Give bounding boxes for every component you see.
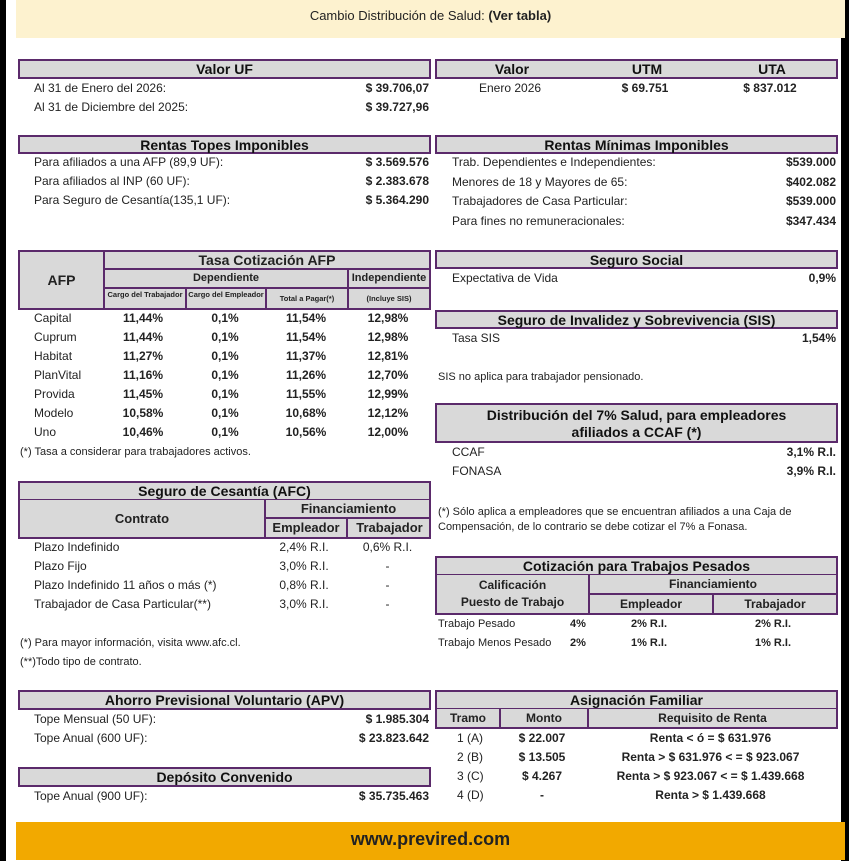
asignacion-col-requisito: Requisito de Renta xyxy=(658,711,767,725)
afp-row xyxy=(20,385,431,404)
afp-col-afp: AFP xyxy=(47,272,76,288)
asignacion-tramo: 1 (A) xyxy=(457,731,484,745)
cell-value: 0,1% xyxy=(211,368,239,382)
cell-value: 0,1% xyxy=(211,406,239,420)
minimas-row xyxy=(452,173,836,192)
topes-row xyxy=(34,153,429,172)
cell-value: 12,12% xyxy=(367,406,409,420)
afc-emp: 0,8% R.I. xyxy=(279,578,329,592)
topes-table xyxy=(34,153,429,213)
utm-row xyxy=(435,79,838,98)
cell-value: 0,1% xyxy=(211,349,239,363)
pesados-pct: 2% xyxy=(570,637,586,649)
seguro-social-row xyxy=(452,269,836,288)
pesados-col-financiamiento: Financiamiento xyxy=(668,577,757,591)
cell-value: 10,58% xyxy=(122,406,164,420)
asignacion-row xyxy=(435,786,838,805)
topes-value: $ 3.569.576 xyxy=(365,155,429,169)
afc-label: Trabajador de Casa Particular(**) xyxy=(34,597,211,611)
cell-value: 12,98% xyxy=(367,311,409,325)
afp-name: Modelo xyxy=(34,406,74,420)
pesados-pct: 4% xyxy=(570,618,586,630)
cell-value: 12,70% xyxy=(367,368,409,382)
pesados-colheader xyxy=(435,575,838,615)
afp-row xyxy=(20,423,431,442)
afc-row xyxy=(34,595,431,614)
utm-value: $ 69.751 xyxy=(621,81,669,95)
minimas-table xyxy=(435,153,838,233)
uf-row xyxy=(34,79,429,98)
afc-label: Plazo Fijo xyxy=(34,559,87,573)
utm-col-utm: UTM xyxy=(631,61,663,77)
banner-title: Cambio Distribución de Salud: xyxy=(309,8,485,23)
pesados-cal1: Calificación xyxy=(478,578,547,592)
apv-header: Ahorro Previsional Voluntario (APV) xyxy=(18,690,431,710)
afp-sub-sis: (Incluye SIS) xyxy=(366,294,412,303)
salud-note-line1: (*) Sólo aplica a empleadores que se encuentran afiliados a una Caja de xyxy=(438,506,792,518)
topes-row xyxy=(34,191,429,210)
cell-value: 11,54% xyxy=(285,330,327,344)
afp-rows xyxy=(20,309,431,444)
pesados-cal2: Puesto de Trabajo xyxy=(460,595,565,609)
afc-row xyxy=(34,576,431,595)
topes-label: Para afiliados al INP (60 UF): xyxy=(34,174,190,188)
salud-value: 3,1% R.I. xyxy=(786,445,836,459)
asignacion-req: Renta > $ 631.976 < = $ 923.067 xyxy=(621,750,800,764)
afc-label: Plazo Indefinido xyxy=(34,540,120,554)
afc-col-trabajador: Trabajador xyxy=(356,520,423,535)
pesados-row xyxy=(438,634,838,653)
asignacion-req: Renta > $ 1.439.668 xyxy=(655,788,766,802)
salud-note-line2: Compensación, de lo contrario se debe cotizar el 7% a Fonasa. xyxy=(438,521,748,533)
afc-rows xyxy=(34,538,431,618)
afp-name: Uno xyxy=(34,425,57,439)
apv-value: $ 23.823.642 xyxy=(358,731,429,745)
afc-note2: (**)Todo tipo de contrato. xyxy=(20,656,142,668)
asignacion-req: Renta > $ 923.067 < = $ 1.439.668 xyxy=(616,769,805,783)
footer-link[interactable]: www.previred.com xyxy=(350,829,511,849)
uf-header: Valor UF xyxy=(18,59,431,79)
minimas-row xyxy=(452,212,836,231)
apv-label: Tope Anual (600 UF): xyxy=(34,731,148,745)
afc-col-contrato: Contrato xyxy=(114,511,170,526)
minimas-row xyxy=(452,192,836,211)
afp-name: Cuprum xyxy=(34,330,77,344)
seguro-social-label: Expectativa de Vida xyxy=(452,271,558,285)
afc-colheader xyxy=(18,500,431,539)
pesados-trab: 2% R.I. xyxy=(754,618,792,630)
asignacion-col-monto: Monto xyxy=(526,711,562,725)
cell-value: 10,56% xyxy=(285,425,327,439)
afp-name: Capital xyxy=(34,311,72,325)
utm-col-uta: UTA xyxy=(758,61,786,77)
topes-label: Para afiliados a una AFP (89,9 UF): xyxy=(34,155,224,169)
salud-value: 3,9% R.I. xyxy=(786,464,836,478)
sis-row xyxy=(452,329,836,348)
asignacion-monto: $ 13.505 xyxy=(518,750,566,764)
asignacion-row xyxy=(435,748,838,767)
asignacion-tramo: 4 (D) xyxy=(457,788,484,802)
minimas-row xyxy=(452,153,836,172)
salud-label: CCAF xyxy=(452,445,485,459)
utm-period: Enero 2026 xyxy=(479,81,542,95)
minimas-value: $539.000 xyxy=(785,155,836,169)
pesados-col-empleador: Empleador xyxy=(619,597,682,611)
footer-bar xyxy=(16,822,845,860)
cell-value: 11,26% xyxy=(285,368,327,382)
deposito-row xyxy=(34,787,429,806)
top-banner xyxy=(16,0,845,38)
afp-col-independiente: Independiente xyxy=(351,272,427,284)
utm-col-valor: Valor xyxy=(494,61,530,77)
asignacion-monto: $ 22.007 xyxy=(518,731,566,745)
uf-row xyxy=(34,98,429,117)
topes-header: Rentas Topes Imponibles xyxy=(18,135,431,154)
afp-header-block xyxy=(18,250,431,310)
minimas-label: Menores de 18 y Mayores de 65: xyxy=(452,175,628,189)
cell-value: 0,1% xyxy=(211,387,239,401)
pesados-col-calificacion xyxy=(437,577,588,611)
afp-row xyxy=(20,309,431,328)
afc-note1: (*) Para mayor información, visita www.afc.cl. xyxy=(20,637,241,649)
asignacion-tramo: 2 (B) xyxy=(457,750,484,764)
apv-row xyxy=(34,729,429,748)
pesados-label: Trabajo Pesado xyxy=(438,618,516,630)
afc-label: Plazo Indefinido 11 años o más (*) xyxy=(34,578,217,592)
asignacion-monto: $ 4.267 xyxy=(521,769,563,783)
afc-header: Seguro de Cesantía (AFC) xyxy=(18,481,431,501)
cell-value: 11,45% xyxy=(122,387,164,401)
uf-value: $ 39.706,07 xyxy=(365,81,429,95)
cell-value: 10,46% xyxy=(122,425,164,439)
afp-row xyxy=(20,347,431,366)
deposito-label: Tope Anual (900 UF): xyxy=(34,789,148,803)
afp-title: Tasa Cotización AFP xyxy=(198,252,336,268)
seguro-social-header: Seguro Social xyxy=(435,250,838,269)
apv-row xyxy=(34,710,429,729)
afp-sub-trabajador: Cargo del Trabajador xyxy=(107,290,183,299)
afp-name: Habitat xyxy=(34,349,73,363)
minimas-value: $539.000 xyxy=(785,194,836,208)
pesados-row xyxy=(438,615,838,634)
cell-value: 11,27% xyxy=(122,349,164,363)
cell-value: 10,68% xyxy=(285,406,327,420)
asignacion-colheader xyxy=(435,709,838,729)
sis-value: 1,54% xyxy=(801,331,836,345)
afc-trab: - xyxy=(385,597,390,611)
apv-label: Tope Mensual (50 UF): xyxy=(34,712,157,726)
salud-title-line1: Distribución del 7% Salud, para empleadores xyxy=(486,407,787,423)
sis-note: SIS no aplica para trabajador pensionado. xyxy=(438,371,644,383)
afp-col-dependiente: Dependiente xyxy=(192,272,259,284)
cell-value: 11,44% xyxy=(122,311,164,325)
asignacion-monto: - xyxy=(540,788,544,802)
asignacion-req: Renta < ó = $ 631.976 xyxy=(649,731,772,745)
minimas-value: $347.434 xyxy=(785,214,836,228)
topes-row xyxy=(34,172,429,191)
utm-header xyxy=(435,59,838,79)
afc-trab: 0,6% R.I. xyxy=(362,540,413,554)
topes-value: $ 5.364.290 xyxy=(365,193,429,207)
topes-label: Para Seguro de Cesantía(135,1 UF): xyxy=(34,193,231,207)
afc-trab: - xyxy=(385,578,390,592)
minimas-label: Trabajadores de Casa Particular: xyxy=(452,194,628,208)
pesados-col-trabajador: Trabajador xyxy=(744,597,806,611)
cell-value: 0,1% xyxy=(211,330,239,344)
pesados-trab: 1% R.I. xyxy=(754,637,792,649)
uf-label: Al 31 de Diciembre del 2025: xyxy=(34,100,189,114)
pesados-label: Trabajo Menos Pesado xyxy=(438,637,552,649)
apv-value: $ 1.985.304 xyxy=(365,712,429,726)
sis-header: Seguro de Invalidez y Sobrevivencia (SIS) xyxy=(435,310,838,329)
salud-row xyxy=(452,443,836,462)
asignacion-row xyxy=(435,729,838,748)
afc-emp: 3,0% R.I. xyxy=(279,597,329,611)
asignacion-col-tramo: Tramo xyxy=(449,711,486,725)
afp-row xyxy=(20,328,431,347)
salud-label: FONASA xyxy=(452,464,502,478)
minimas-label: Trab. Dependientes e Independientes: xyxy=(452,155,656,169)
uf-label: Al 31 de Enero del 2026: xyxy=(34,81,167,95)
afc-row xyxy=(34,557,431,576)
pesados-header: Cotización para Trabajos Pesados xyxy=(435,556,838,576)
pesados-emp: 2% R.I. xyxy=(630,618,668,630)
asignacion-header: Asignación Familiar xyxy=(435,690,838,710)
afp-row xyxy=(20,404,431,423)
cell-value: 11,37% xyxy=(285,349,327,363)
afp-sub-total: Total a Pagar(*) xyxy=(279,294,335,303)
cell-value: 0,1% xyxy=(211,425,239,439)
deposito-header: Depósito Convenido xyxy=(18,767,431,787)
cell-value: 12,98% xyxy=(367,330,409,344)
sis-label: Tasa SIS xyxy=(452,331,501,345)
topes-value: $ 2.383.678 xyxy=(365,174,429,188)
afp-name: PlanVital xyxy=(34,368,82,382)
salud-note xyxy=(438,505,791,535)
cell-value: 11,16% xyxy=(122,368,164,382)
pesados-emp: 1% R.I. xyxy=(630,637,668,649)
afc-col-financiamiento: Financiamiento xyxy=(300,501,397,516)
cell-value: 12,00% xyxy=(367,425,409,439)
cell-value: 11,55% xyxy=(285,387,327,401)
cell-value: 0,1% xyxy=(211,311,239,325)
afc-row xyxy=(34,538,431,557)
cell-value: 12,81% xyxy=(367,349,409,363)
cell-value: 12,99% xyxy=(367,387,409,401)
page xyxy=(6,0,841,861)
minimas-value: $402.082 xyxy=(785,175,836,189)
afp-row xyxy=(20,366,431,385)
uf-value: $ 39.727,96 xyxy=(365,100,429,114)
cell-value: 11,44% xyxy=(122,330,164,344)
seguro-social-value: 0,9% xyxy=(808,271,836,285)
afc-col-empleador: Empleador xyxy=(272,520,340,535)
deposito-value: $ 35.735.463 xyxy=(358,789,429,803)
asignacion-tramo: 3 (C) xyxy=(457,769,484,783)
afc-trab: - xyxy=(385,559,390,573)
uta-value: $ 837.012 xyxy=(743,81,797,95)
asignacion-row xyxy=(435,767,838,786)
minimas-header: Rentas Mínimas Imponibles xyxy=(435,135,838,154)
salud-title-line2: afiliados a CCAF (*) xyxy=(571,424,702,440)
afc-emp: 2,4% R.I. xyxy=(279,540,329,554)
afp-name: Provida xyxy=(34,387,75,401)
ver-tabla-link[interactable]: (Ver tabla) xyxy=(488,8,552,23)
afp-sub-empleador: Cargo del Empleador xyxy=(188,290,264,299)
asignacion-rows xyxy=(435,729,838,809)
salud-header xyxy=(435,403,838,443)
cell-value: 11,54% xyxy=(285,311,327,325)
afp-note: (*) Tasa a considerar para trabajadores activos. xyxy=(20,446,251,458)
afc-emp: 3,0% R.I. xyxy=(279,559,329,573)
minimas-label: Para fines no remuneracionales: xyxy=(452,214,625,228)
salud-row xyxy=(452,462,836,481)
